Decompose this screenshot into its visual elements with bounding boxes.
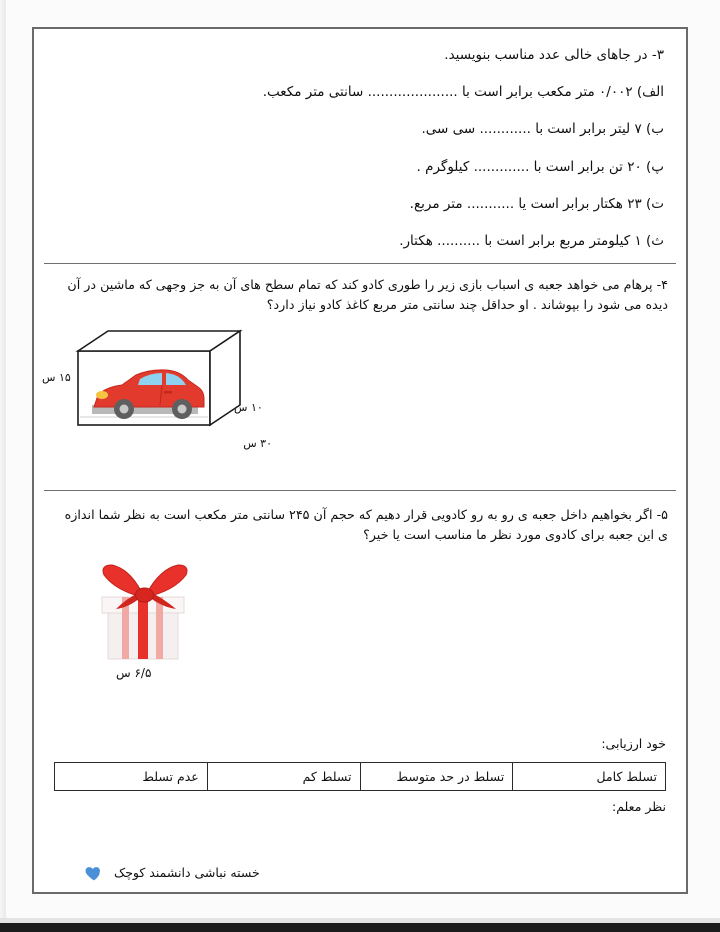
- question5-figure-area: [34, 545, 686, 695]
- footer-inner: [84, 863, 260, 883]
- question3-item-alef: الف) ۰/۰۰۲ متر مکعب برابر است با ..................... سانتی متر مکعب.: [262, 84, 664, 101]
- question5-text: ۵- اگر بخواهیم داخل جعبه ی رو به رو کادویی قرار دهیم که حجم آن ۲۴۵ سانتی متر مکعب است به نظر شما اندازه ی این جعبه برای کادوی مورد نظر ما مناسب است یا خیر؟: [64, 506, 668, 542]
- divider-after-question4: [44, 490, 676, 491]
- assessment-option-medium[interactable]: تسلط در حد متوسط: [360, 762, 513, 790]
- question3-item-se: ث) ۱ کیلومتر مربع برابر است با .......... هکتار.: [399, 233, 664, 250]
- footer: [34, 863, 686, 883]
- gift-dimension-label: ۶/۵ س: [116, 666, 152, 681]
- assessment-option-none[interactable]: عدم تسلط: [55, 762, 208, 790]
- assessment-section: [34, 736, 686, 816]
- teacher-note-label: نظر معلم:: [612, 798, 666, 814]
- footer-message: خسته نباشی دانشمند کوچک: [114, 864, 260, 880]
- assessment-option-full[interactable]: تسلط کامل: [513, 762, 666, 790]
- question3-item-be: ب) ۷ لیتر برابر است با ............ سی سی.: [421, 121, 664, 138]
- bottom-bar: [0, 923, 720, 932]
- divider-after-question3: [44, 263, 676, 264]
- question3-heading: ۳- در جاهای خالی عدد مناسب بنویسید.: [444, 47, 664, 63]
- heart-icon: [84, 863, 104, 883]
- worksheet-content: [34, 46, 686, 909]
- box-dimension-top-label: ۳۰ س: [243, 436, 272, 450]
- gift-box-figure: [86, 553, 206, 681]
- worksheet-sheet: [32, 27, 688, 894]
- question3-item-te: ت) ۲۳ هکتار برابر است یا ........... متر مربع.: [409, 195, 664, 212]
- question4-figure-area: [34, 315, 686, 490]
- self-assessment-label: خود ارزیابی:: [601, 736, 666, 751]
- box-dimension-left-label: ۱۵ س: [42, 370, 71, 384]
- question4-text: ۴- پرهام می خواهد جعبه ی اسباب بازی زیر را طوری کادو کند که تمام سطح های آن به جز وجهی که ماشین در آن دیده می شود را بپوشاند . او حداقل چند سانتی متر مربع کاغذ کادو نیاز دارد؟: [67, 277, 668, 312]
- toy-car-box-figure: [42, 325, 272, 450]
- assessment-option-low[interactable]: تسلط کم: [207, 762, 360, 790]
- table-row: [55, 762, 666, 790]
- box-dimension-depth-label: ۱۰ س: [234, 400, 263, 414]
- question3-item-pe: پ) ۲۰ تن برابر است با ............. کیلوگرم .: [416, 158, 664, 175]
- self-assessment-table: [54, 762, 666, 791]
